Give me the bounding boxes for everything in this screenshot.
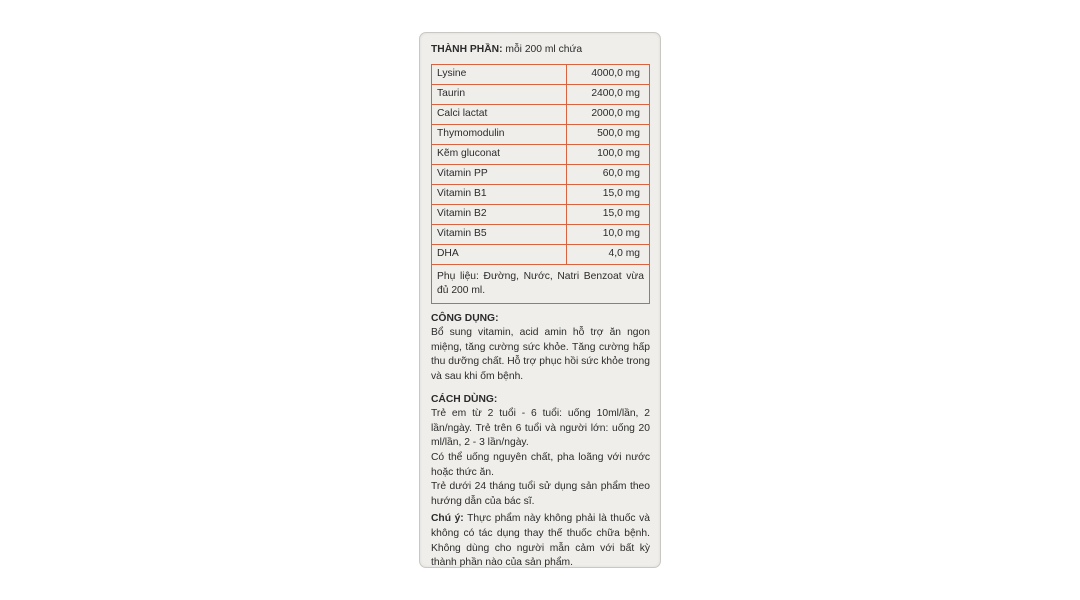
ingredient-amount: 2000,0 mg <box>567 104 650 124</box>
excipients-text: Phụ liệu: Đường, Nước, Natri Benzoat vừa đủ 200 ml. <box>432 264 650 303</box>
ingredient-amount: 500,0 mg <box>567 124 650 144</box>
ingredient-amount: 15,0 mg <box>567 204 650 224</box>
ingredient-amount: 15,0 mg <box>567 184 650 204</box>
directions-paragraph-2: Có thể uống nguyên chất, pha loãng với nước hoặc thức ăn. <box>431 451 650 478</box>
table-row <box>432 144 650 164</box>
product-label-card <box>419 32 661 568</box>
directions-section <box>431 393 650 510</box>
excipients-row <box>432 264 650 303</box>
uses-text: Bổ sung vitamin, acid amin hỗ trợ ăn ngon miệng, tăng cường sức khỏe. Tăng cường hấp thu dưỡng chất. Hỗ trợ phục hồi sức khỏe trong và sau khi ốm bệnh. <box>431 327 650 382</box>
table-row <box>432 204 650 224</box>
composition-heading <box>431 43 650 58</box>
ingredient-amount: 100,0 mg <box>567 144 650 164</box>
ingredient-amount: 4000,0 mg <box>567 64 650 84</box>
note-label: Chú ý: <box>431 513 464 525</box>
ingredient-name: Taurin <box>432 84 567 104</box>
table-row <box>432 184 650 204</box>
ingredient-name: Kẽm gluconat <box>432 144 567 164</box>
ingredient-amount: 4,0 mg <box>567 244 650 264</box>
table-row <box>432 124 650 144</box>
ingredient-name: Calci lactat <box>432 104 567 124</box>
ingredient-amount: 2400,0 mg <box>567 84 650 104</box>
ingredient-name: Vitamin B5 <box>432 224 567 244</box>
composition-title: THÀNH PHẦN: <box>431 44 503 55</box>
note-section <box>431 512 650 570</box>
directions-paragraph-1: Trẻ em từ 2 tuổi - 6 tuổi: uống 10ml/lần, 2 lần/ngày. Trẻ trên 6 tuổi và người lớn: uống 20 ml/lần, 2 - 3 lần/ngày. <box>431 408 650 449</box>
ingredient-name: Vitamin B2 <box>432 204 567 224</box>
table-row <box>432 224 650 244</box>
ingredient-amount: 60,0 mg <box>567 164 650 184</box>
table-row <box>432 64 650 84</box>
table-row <box>432 244 650 264</box>
ingredient-name: Lysine <box>432 64 567 84</box>
table-row <box>432 84 650 104</box>
uses-section <box>431 312 650 385</box>
note-text: Thực phẩm này không phải là thuốc và không có tác dụng thay thế thuốc chữa bệnh. Không dùng cho người mẫn cảm với bất kỳ thành phần nào của sản phẩm. <box>431 513 650 569</box>
directions-heading: CÁCH DÙNG: <box>431 393 498 405</box>
directions-paragraph-3: Trẻ dưới 24 tháng tuổi sử dụng sản phẩm theo hướng dẫn của bác sĩ. <box>431 481 650 507</box>
ingredient-name: Vitamin PP <box>432 164 567 184</box>
uses-heading: CÔNG DỤNG: <box>431 312 499 324</box>
composition-subtitle: mỗi 200 ml chứa <box>502 44 583 55</box>
ingredients-table <box>431 64 650 304</box>
ingredient-amount: 10,0 mg <box>567 224 650 244</box>
ingredient-name: DHA <box>432 244 567 264</box>
table-row <box>432 104 650 124</box>
ingredient-name: Thymomodulin <box>432 124 567 144</box>
ingredient-name: Vitamin B1 <box>432 184 567 204</box>
table-row <box>432 164 650 184</box>
